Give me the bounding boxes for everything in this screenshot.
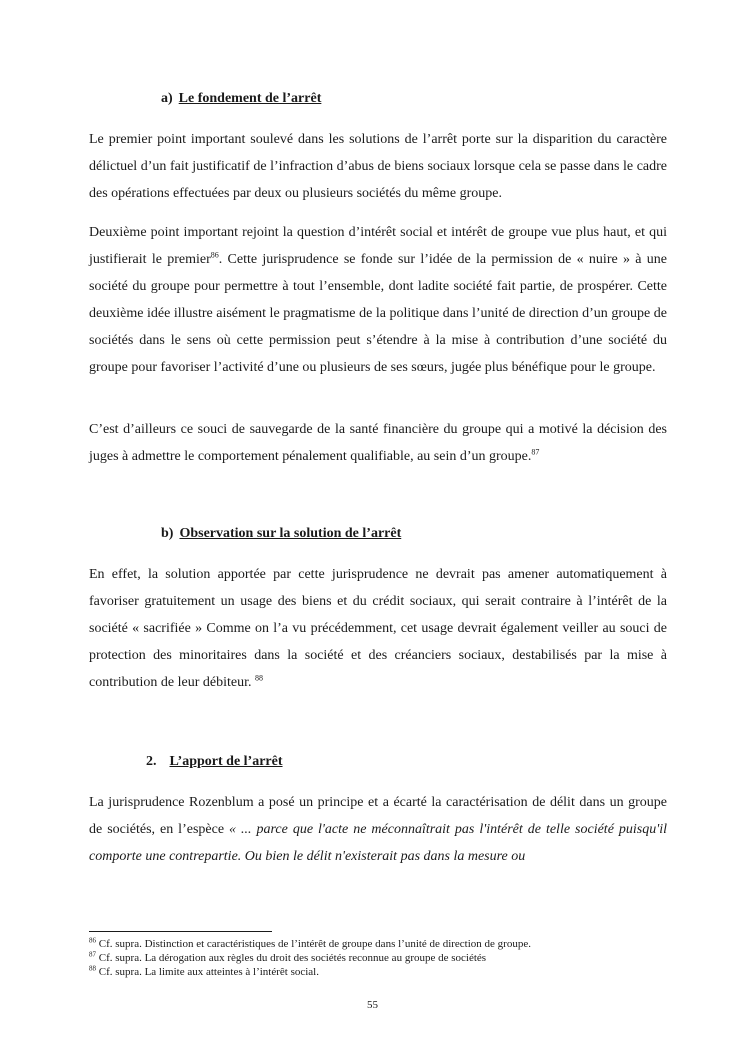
section-marker: a) bbox=[161, 91, 173, 106]
footnote-ref-86[interactable]: 86 bbox=[210, 250, 219, 260]
paragraph-2 bbox=[89, 219, 667, 381]
section-marker: b) bbox=[161, 526, 174, 541]
paragraph-5-quote: « ... parce que l'acte ne méconnaîtrait pas l'intérêt de telle société puisqu'il comporte une contrepartie. Ou bien le délit n'existerait pas dans la mesure ou bbox=[89, 822, 667, 864]
footnote-86 bbox=[89, 937, 531, 951]
paragraph-3 bbox=[89, 416, 667, 470]
paragraph-2-text-start: Deuxième point important rejoint la question d’intérêt social et intérêt de groupe vue plus haut, et qui justifierait le premier bbox=[89, 225, 667, 267]
paragraph-1: Le premier point important soulevé dans les solutions de l’arrêt porte sur la disparition du caractère délictuel d’un fait justificatif de l’infraction d’abus de biens sociaux lorsque cela se passe dans le cadre des opérations effectuées par deux ou plusieurs sociétés du même groupe. bbox=[89, 132, 667, 201]
section-heading-a bbox=[161, 91, 321, 107]
paragraph-3-text: C’est d’ailleurs ce souci de sauvegarde de la santé financière du groupe qui a motivé la décision des juges à admettre le comportement pénalement qualifiable, au sein d’un groupe. bbox=[89, 422, 667, 464]
page-number: 55 bbox=[367, 999, 378, 1011]
paragraph-4 bbox=[89, 561, 667, 696]
section-heading-b bbox=[161, 526, 401, 542]
footnote-separator bbox=[89, 931, 272, 932]
footnote-number: 87 bbox=[89, 950, 96, 959]
paragraph-4-text: En effet, la solution apportée par cette jurisprudence ne devrait pas amener automatiquement à favoriser gratuitement un usage des biens et du crédit sociaux, qui serait contraire à l’intérêt de la société « sacrifiée » Comme on l’a vu précédemment, cet usage devrait également veiller au souci de protection des minoritaires dans la société et des créanciers sociaux, destabilisés par la mise à contribution de leur débiteur. bbox=[89, 567, 667, 690]
section-title: Observation sur la solution de l’arrêt bbox=[179, 526, 402, 541]
footnote-text: Cf. supra. La limite aux atteintes à l’intérêt social. bbox=[98, 966, 319, 978]
section-title: L’apport de l’arrêt bbox=[169, 754, 283, 769]
footnote-text: Cf. supra. Distinction et caractéristiques de l’intérêt de groupe dans l’unité de direction de groupe. bbox=[98, 938, 531, 950]
footnote-88 bbox=[89, 965, 319, 979]
paragraph-5 bbox=[89, 789, 667, 870]
footnote-87 bbox=[89, 951, 486, 965]
footnote-text: Cf. supra. La dérogation aux règles du droit des sociétés reconnue au groupe de sociétés bbox=[98, 952, 487, 964]
section-marker: 2. bbox=[146, 754, 157, 769]
section-heading-2 bbox=[146, 754, 283, 770]
section-title: Le fondement de l’arrêt bbox=[178, 91, 322, 106]
paragraph-2-text-end: . Cette jurisprudence se fonde sur l’idée de la permission de « nuire » à une société du groupe pour permettre à tout l’ensemble, dont ladite société fait partie, de prospérer. Cette deuxième idée illustre aisément le pragmatisme de la politique dans l’unité de direction d’un groupe de sociétés dans le sens où cette permission peut s’étendre à la mise à contribution d’une société du groupe pour favoriser l’activité d’une ou plusieurs de ses sœurs, jugée plus bénéfique pour le groupe. bbox=[89, 252, 667, 375]
footnote-ref-87[interactable]: 87 bbox=[531, 447, 540, 457]
footnote-number: 88 bbox=[89, 964, 96, 973]
footnote-ref-88[interactable]: 88 bbox=[255, 673, 264, 683]
paragraph-5-text: La jurisprudence Rozenblum a posé un principe et a écarté la caractérisation de délit dans un groupe de sociétés, en l’espèce bbox=[89, 795, 667, 837]
footnote-number: 86 bbox=[89, 936, 96, 945]
